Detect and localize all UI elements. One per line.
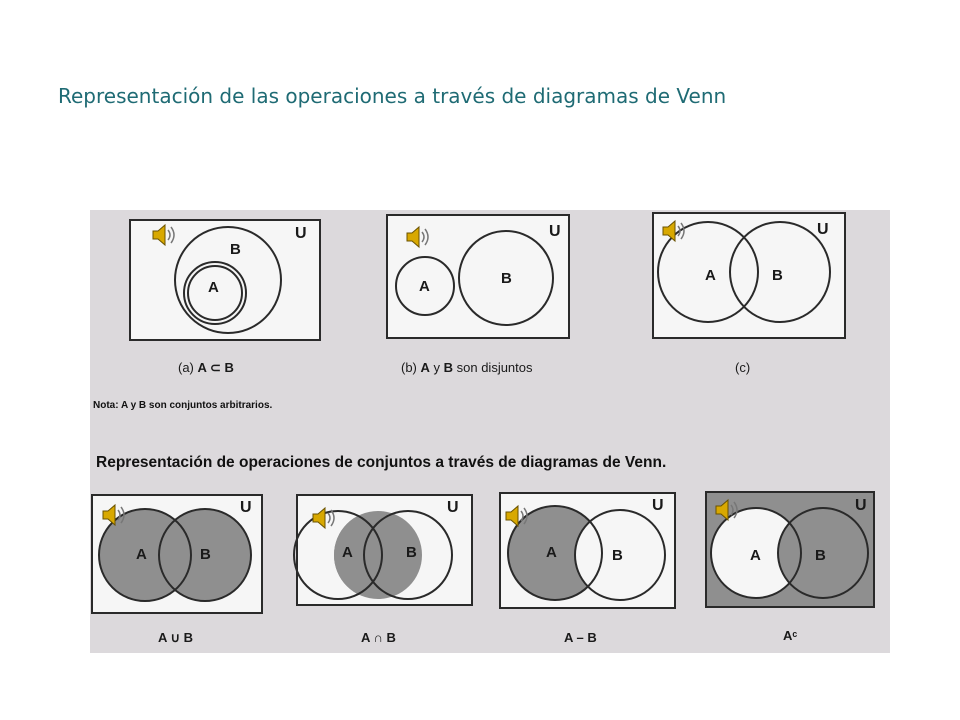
caption-subset: (a) A ⊂ B — [178, 360, 234, 375]
set-b-label: B — [501, 270, 512, 287]
section-title: Representación de operaciones de conjuntos a través de diagramas de Venn. — [96, 454, 667, 471]
set-b-label: B — [612, 547, 623, 564]
set-b-label: B — [230, 241, 241, 258]
set-a-label: A — [342, 544, 353, 561]
universe-label: U — [549, 223, 561, 240]
universe-label: U — [240, 499, 252, 516]
universe-label: U — [447, 499, 459, 516]
note: Nota: A y B son conjuntos arbitrarios. — [93, 400, 273, 411]
venn-diagrams — [90, 210, 890, 653]
set-b-label: B — [772, 267, 783, 284]
speaker-icon[interactable] — [503, 503, 529, 529]
caption-overlap: (c) — [735, 360, 751, 375]
universe-label: U — [817, 221, 829, 238]
speaker-icon[interactable] — [150, 222, 176, 248]
set-b-label: B — [406, 544, 417, 561]
set-a-label: A — [208, 279, 219, 296]
caption-difference: A – B — [564, 630, 597, 645]
universe-label: U — [295, 225, 307, 242]
set-b-label: B — [200, 546, 211, 563]
universe-label: U — [855, 497, 867, 514]
universe-label: U — [652, 497, 664, 514]
speaker-icon[interactable] — [310, 505, 336, 531]
speaker-icon[interactable] — [660, 218, 686, 244]
set-a-label: A — [705, 267, 716, 284]
set-b-label: B — [815, 547, 826, 564]
caption-disjoint: (b) A y B son disjuntos — [401, 360, 533, 375]
speaker-icon[interactable] — [713, 497, 739, 523]
caption-union: A ∪ B — [158, 630, 194, 645]
set-a-label: A — [419, 278, 430, 295]
venn-figure-scan — [90, 210, 890, 653]
set-a-label: A — [750, 547, 761, 564]
caption-intersection: A ∩ B — [361, 630, 396, 645]
set-a-label: A — [136, 546, 147, 563]
slide-title: Representación de las operaciones a través de diagramas de Venn — [58, 84, 727, 108]
speaker-icon[interactable] — [404, 224, 430, 250]
speaker-icon[interactable] — [100, 502, 126, 528]
caption-complement: Aᶜ — [783, 628, 798, 643]
set-a-label: A — [546, 544, 557, 561]
